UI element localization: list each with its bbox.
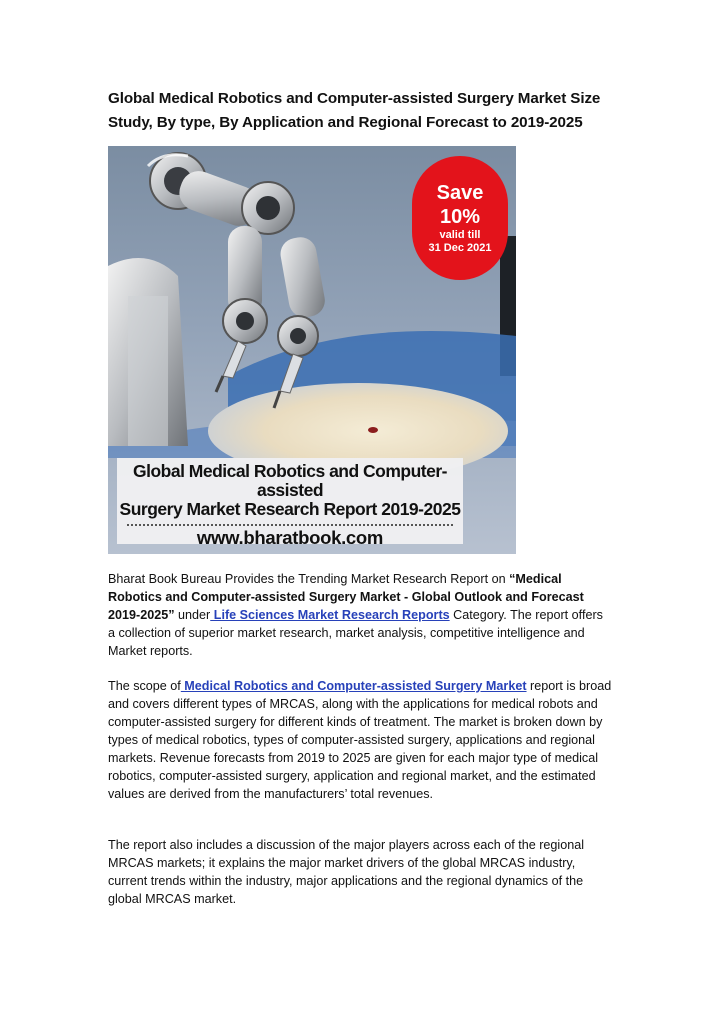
report-cover-image: [108, 146, 516, 554]
intro-paragraph: [108, 570, 613, 660]
badge-date-text: 31 Dec 2021: [428, 241, 492, 254]
cover-website-url: www.bharatbook.com: [196, 527, 384, 548]
discount-badge: [412, 156, 508, 280]
report-title-bold: “Medical Robotics and Computer-assisted Surgery Market - Global Outlook and Forecast 2019-2025”: [108, 572, 584, 622]
life-sciences-reports-link[interactable]: Life Sciences Market Research Reports: [210, 608, 450, 622]
intro-text: Bharat Book Bureau Provides the Trending Market Research Report on: [108, 572, 510, 586]
cover-title-line-1: Global Medical Robotics and Computer-assisted: [132, 461, 448, 500]
cover-title-banner: [117, 458, 463, 548]
scope-paragraph: [108, 677, 613, 803]
badge-save-text: Save: [436, 181, 484, 204]
scope-rest-text: report is broad and covers different types of MRCAS, along with the applications for medical robots and computer-assisted surgery for different kinds of treatment. The market is broken down by types of medical robotics, types of computer-assisted surgery, applications and regional markets. Revenue forecasts from 2019 to 2025 are given for each major type of medical robotics, computer-assisted surgery, application and regional market, and the estimated values are derived from the manufacturers’ total revenues.: [108, 679, 612, 801]
dotted-divider: [127, 524, 453, 526]
scope-intro-text: The scope of: [108, 679, 181, 693]
players-paragraph: The report also includes a discussion of the major players across each of the regional MRCAS markets; it explains the major market drivers of the global MRCAS industry, current trends within the industry, major applications and the regional dynamics of the global MRCAS market.: [108, 838, 585, 906]
under-text: under: [174, 608, 211, 622]
page-title: Global Medical Robotics and Computer-assisted Surgery Market Size Study, By type, By Application and Regional Forecast to 2019-2025: [108, 90, 601, 131]
badge-valid-text: valid till: [439, 228, 481, 241]
badge-percent-text: 10%: [439, 205, 481, 228]
intro-rest-text: Category. The report offers a collection of superior market research, market analysis, competitive intelligence and Market reports.: [108, 608, 603, 658]
market-report-link[interactable]: Medical Robotics and Computer-assisted Surgery Market: [180, 679, 527, 693]
cover-title-line-2: Surgery Market Research Report 2019-2025: [119, 499, 461, 519]
